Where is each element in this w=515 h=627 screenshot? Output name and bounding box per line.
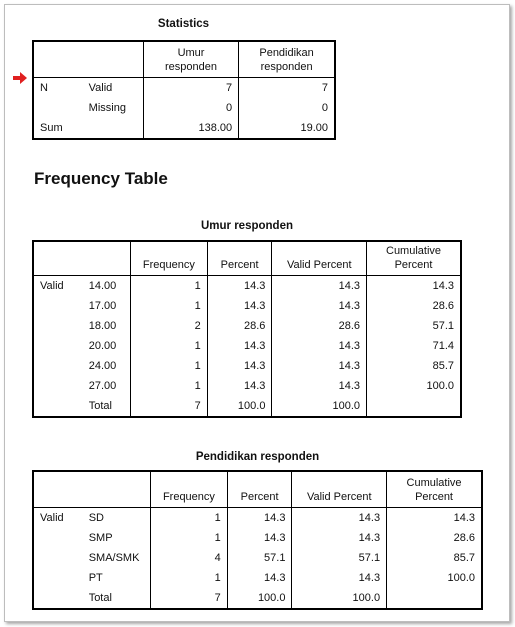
cell-cumulative-percent (387, 588, 482, 609)
cell-percent: 100.0 (227, 588, 292, 609)
row-group-label (33, 548, 83, 568)
table-row (33, 548, 482, 568)
row-label: 24.00 (83, 356, 131, 376)
cell-cumulative-percent: 71.4 (432, 339, 454, 352)
cell-frequency: 1 (151, 528, 228, 548)
row-label: 20.00 (83, 336, 131, 356)
row-group-label (33, 296, 83, 316)
table-row (33, 77, 335, 98)
col-header-cumulative-2: Percent (415, 490, 453, 503)
table-row (33, 98, 335, 118)
col-header-cumulative-2: Percent (394, 258, 433, 271)
row-label: 14.00 (83, 275, 131, 296)
col-header-valid-percent: Valid Percent (292, 471, 387, 507)
row-label: 27.00 (83, 376, 131, 396)
table-row (33, 588, 482, 609)
cell-cumulative-percent: 14.3 (453, 511, 475, 524)
row-group-label (33, 356, 83, 376)
cell-frequency: 1 (131, 275, 208, 296)
row-group-label (33, 316, 83, 336)
cell-frequency: 4 (151, 548, 228, 568)
table-row (33, 528, 482, 548)
cell-valid-percent: 14.3 (292, 568, 387, 588)
cell-percent: 14.3 (227, 528, 292, 548)
cell-frequency: 2 (131, 316, 208, 336)
cell-percent: 100.0 (207, 396, 272, 417)
row-group-label: Valid (40, 279, 64, 292)
cell-value: 19.00 (300, 121, 328, 134)
cell-percent: 28.6 (207, 316, 272, 336)
arrow-right-icon (13, 72, 27, 84)
col-header-frequency: Frequency (131, 241, 208, 275)
col-header-pendidikan-1: Pendidikan (259, 46, 314, 59)
row-label: Total (83, 588, 151, 609)
cell-frequency: 1 (151, 568, 228, 588)
table-row (33, 356, 461, 376)
umur-table-title: Umur responden (200, 220, 293, 232)
pendidikan-table-title: Pendidikan responden (195, 451, 320, 463)
statistics-table (32, 40, 336, 140)
cell-cumulative-percent: 100.0 (426, 379, 454, 392)
row-group-label (33, 376, 83, 396)
cell-cumulative-percent (367, 396, 461, 417)
row-group-label (33, 396, 83, 417)
table-row (33, 275, 461, 296)
table-row (33, 568, 482, 588)
row-group-label (33, 336, 83, 356)
row-label: SMA/SMK (83, 548, 151, 568)
col-header-cumulative-1: Cumulative (386, 244, 442, 257)
row-group-label (33, 588, 83, 609)
cell-valid-percent: 100.0 (292, 588, 387, 609)
cell-valid-percent: 100.0 (272, 396, 367, 417)
table-row (33, 336, 461, 356)
cell-value: 7 (143, 77, 238, 98)
cell-valid-percent: 57.1 (292, 548, 387, 568)
row-label: SD (83, 507, 151, 528)
cell-frequency: 1 (131, 296, 208, 316)
row-label (33, 98, 83, 118)
row-label: 17.00 (83, 296, 131, 316)
statistics-title: Statistics (157, 18, 210, 30)
col-header-percent: Percent (207, 241, 272, 275)
cell-value: 7 (321, 81, 328, 94)
cell-frequency: 1 (151, 507, 228, 528)
row-label: Sum (40, 121, 63, 134)
row-sublabel (83, 118, 144, 139)
page-title: Frequency Table (34, 169, 168, 188)
cell-cumulative-percent: 85.7 (453, 551, 475, 564)
cell-frequency: 7 (131, 396, 208, 417)
cell-valid-percent: 28.6 (272, 316, 367, 336)
table-row (33, 507, 482, 528)
col-header-umur-1: Umur (177, 46, 205, 59)
cell-cumulative-percent: 28.6 (453, 531, 475, 544)
cell-cumulative-percent: 14.3 (432, 279, 454, 292)
cell-frequency: 7 (151, 588, 228, 609)
row-group-label (33, 528, 83, 548)
table-row (33, 118, 335, 139)
table-row (33, 296, 461, 316)
row-label: 18.00 (83, 316, 131, 336)
cell-value: 138.00 (143, 118, 238, 139)
col-header-cumulative-1: Cumulative (406, 476, 462, 489)
cell-percent: 14.3 (207, 336, 272, 356)
row-group-label: Valid (40, 511, 64, 524)
cell-percent: 14.3 (207, 356, 272, 376)
cell-frequency: 1 (131, 376, 208, 396)
row-label: Total (83, 396, 131, 417)
cell-cumulative-percent: 100.0 (447, 571, 475, 584)
table-row (33, 316, 461, 336)
cell-frequency: 1 (131, 356, 208, 376)
cell-value: 0 (143, 98, 238, 118)
cell-cumulative-percent: 85.7 (432, 359, 454, 372)
cell-valid-percent: 14.3 (272, 336, 367, 356)
pendidikan-frequency-table (32, 470, 483, 610)
row-sublabel: Valid (83, 77, 144, 98)
cell-percent: 14.3 (227, 568, 292, 588)
row-group-label (33, 568, 83, 588)
cell-percent: 14.3 (207, 376, 272, 396)
umur-frequency-table (32, 240, 462, 418)
row-sublabel: Missing (83, 98, 144, 118)
col-header-umur-2: responden (165, 60, 218, 73)
row-label: N (40, 81, 48, 94)
cell-cumulative-percent: 28.6 (432, 299, 454, 312)
cell-value: 0 (321, 101, 328, 114)
col-header-valid-percent: Valid Percent (272, 241, 367, 275)
cell-percent: 57.1 (227, 548, 292, 568)
cell-percent: 14.3 (227, 507, 292, 528)
row-label: PT (83, 568, 151, 588)
table-row (33, 376, 461, 396)
row-label: SMP (83, 528, 151, 548)
col-header-percent: Percent (227, 471, 292, 507)
cell-valid-percent: 14.3 (272, 356, 367, 376)
cell-percent: 14.3 (207, 275, 272, 296)
cell-frequency: 1 (131, 336, 208, 356)
cell-cumulative-percent: 57.1 (432, 319, 454, 332)
cell-percent: 14.3 (207, 296, 272, 316)
col-header-pendidikan-2: responden (260, 60, 313, 73)
cell-valid-percent: 14.3 (292, 507, 387, 528)
cell-valid-percent: 14.3 (272, 296, 367, 316)
cell-valid-percent: 14.3 (272, 376, 367, 396)
col-header-frequency: Frequency (151, 471, 228, 507)
cell-valid-percent: 14.3 (272, 275, 367, 296)
table-row (33, 396, 461, 417)
cell-valid-percent: 14.3 (292, 528, 387, 548)
